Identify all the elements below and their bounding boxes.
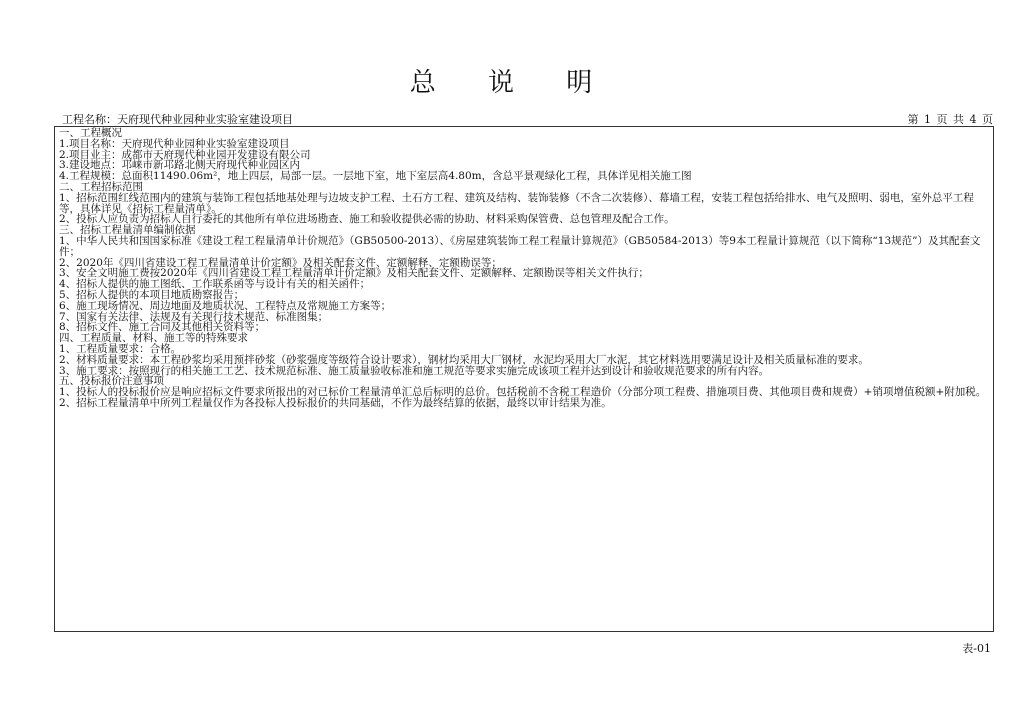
requirement-item-1: 1、工程质量要求：合格。 [59,342,182,355]
requirement-item-2: 2、材料质量要求：本工程砂浆均采用预拌砂浆（砂浆强度等级符合设计要求），钢材均采用大厂钢材，水泥均采用大厂水泥，其它材料选用要满足设计及相关质量标准的要求。 [59,353,869,366]
table-code: 表-01 [962,642,991,655]
project-name-line: 1.项目名称：天府现代种业园种业实验室建设项目 [59,137,290,150]
section-heading-requirements: 四、工程质量、材料、施工等的特殊要求 [59,332,248,345]
basis-item-6: 6、施工现场情况、周边地面及地质状况、工程特点及常规施工方案等； [59,299,392,312]
section-heading-scope: 二、工程招标范围 [59,180,143,193]
basis-item-5: 5、招标人提供的本项目地质勘察报告； [59,288,245,301]
basis-item-2: 2、2020年《四川省建设工程工程量清单计价定额》及相关配套文件、定额解释、定额勘误等； [59,256,502,269]
project-owner-line: 2.项目业主：成都市天府现代种业园开发建设有限公司 [59,148,311,161]
construction-site-line: 3.建设地点：邛崃市新邛路北侧天府现代种业园区内 [59,159,301,172]
project-name-label: 工程名称：天府现代种业园种业实验室建设项目 [62,113,293,126]
basis-item-8: 8、招标文件、施工合同及其他相关资料等； [59,321,266,334]
bidding-note-1: 1、投标人的投标报价应是响应招标文件要求所报出的对已标价工程量清单汇总后标明的总价。包括税前不含税工程造价（分部分项工程费、措施项目费、其他项目费和规费）+销项增值税额+附加税。 [59,386,987,399]
project-scale-line: 4.工程规模：总面积11490.06m²，地上四层，局部一层。一层地下室，地下室层高4.80m，含总平景观绿化工程，具体详见相关施工图 [59,170,692,183]
basis-item-7: 7、国家有关法律、法规及有关现行技术规范、标准图集； [59,310,329,323]
requirement-item-3: 3、施工要求：按照现行的相关施工工艺、技术规范标准、施工质量验收标准和施工规范等要求实施完成该项工程并达到设计和验收规范要求的所有内容。 [59,364,770,377]
section-heading-bidding-notes: 五、投标报价注意事项 [59,375,164,388]
page-number-info: 第 1 页 共 4 页 [907,113,994,126]
basis-item-1: 1、中华人民共和国国家标准《建设工程工程量清单计价规范》（GB50500-2013）、《房屋建筑装饰工程工程量计算规范》（GB50584-2013）等9本工程量计算规范（以下简称“13规范”）及其配套文件； [59,234,981,258]
scope-item-2: 2、投标人应负责为招标人自行委托的其他所有单位进场勘查、施工和验收提供必需的协助、材料采购保管费、总包管理及配合工作。 [59,213,675,226]
basis-item-4: 4、招标人提供的施工图纸、工作联系函等与设计有关的相关函件； [59,278,371,291]
basis-item-3: 3、安全文明施工费按2020年《四川省建设工程工程量清单计价定额》及相关配套文件、定额解释、定额勘误等相关文件执行； [59,267,649,280]
scope-item-1: 1、招标范围红线范围内的建筑与装饰工程包括地基处理与边坡支护工程、土石方工程、建筑及结构、装饰装修（不含二次装修）、幕墙工程，安装工程包括给排水、电气及照明、弱电，室外总平工程等，具体详见《招标工程量清单》。 [59,191,974,215]
page-title: 总 说 明 [409,68,615,98]
bidding-note-2: 2、招标工程量清单中所列工程量仅作为各投标人投标报价的共同基础，不作为最终结算的依据，最终以审计结果为准。 [59,396,612,409]
section-heading-basis: 三、招标工程量清单编制依据 [59,224,196,237]
section-heading-overview: 一、工程概况 [59,127,122,139]
description-content-box [54,126,994,632]
